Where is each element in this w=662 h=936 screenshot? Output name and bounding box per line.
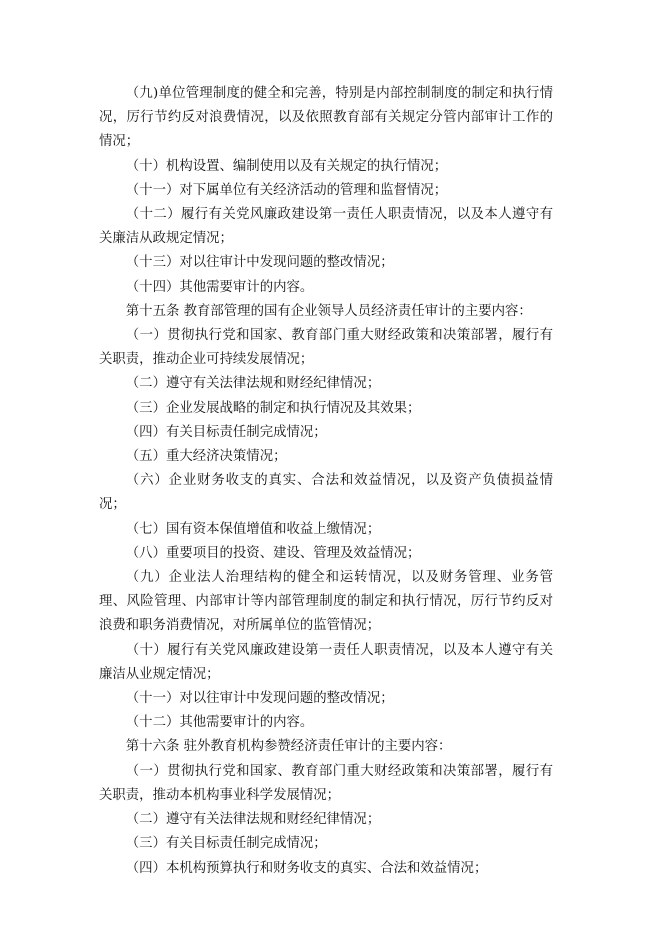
article-15-item-2: （二）遵守有关法律法规和财经纪律情况； [125, 376, 381, 392]
article-16-heading: 第十六条 驻外教育机构参赞经济责任审计的主要内容： [125, 739, 452, 755]
article-15-item-12: （十二）其他需要审计的内容。 [125, 715, 314, 731]
document-body [99, 82, 553, 881]
article-16-item-1: （一）贯彻执行党和国家、教育部门重大财经政策和决策部署，履行有关职责，推动本机构事业科学发展情况； [99, 763, 553, 803]
article-15-item-3: （三）企业发展战略的制定和执行情况及其效果； [125, 400, 421, 416]
article-16-item-3: （三）有关目标责任制完成情况； [125, 836, 327, 852]
paragraph-item-14-other: （十四）其他需要审计的内容。 [125, 279, 314, 295]
paragraph-item-10-organization: （十）机构设置、编制使用以及有关规定的执行情况； [125, 158, 448, 174]
article-15-item-11: （十一）对以往审计中发现问题的整改情况； [125, 691, 394, 707]
article-16-item-2: （二）遵守有关法律法规和财经纪律情况； [125, 812, 381, 828]
article-16-item-4: （四）本机构预算执行和财务收支的真实、合法和效益情况； [125, 860, 488, 876]
paragraph-item-9-internal-management: （九)单位管理制度的健全和完善，特别是内部控制制度的制定和执行情况，厉行节约反对浪费情况，以及依照教育部有关规定分管内部审计工作的情况； [99, 86, 553, 150]
article-15-item-10: （十）履行有关党风廉政建设第一责任人职责情况，以及本人遵守有关廉洁从业规定情况； [99, 642, 553, 682]
article-15-item-4: （四）有关目标责任制完成情况； [125, 424, 327, 440]
article-15-item-5: （五）重大经济决策情况； [125, 449, 287, 465]
article-15-item-1: （一）贯彻执行党和国家、教育部门重大财经政策和决策部署，履行有关职责，推动企业可持续发展情况； [99, 328, 553, 368]
paragraph-item-11-subordinate-units: （十一）对下属单位有关经济活动的管理和监督情况； [125, 182, 448, 198]
article-15-heading: 第十五条 教育部管理的国有企业领导人员经济责任审计的主要内容： [125, 303, 532, 319]
article-15-item-9: （九）企业法人治理结构的健全和运转情况，以及财务管理、业务管理、风险管理、内部审计等内部管理制度的制定和执行情况，厉行节约反对浪费和职务消费情况，对所属单位的监管情况； [99, 570, 553, 634]
paragraph-item-12-integrity: （十二）履行有关党风廉政建设第一责任人职责情况，以及本人遵守有关廉洁从政规定情况； [99, 207, 553, 247]
article-15-item-7: （七）国有资本保值增值和收益上缴情况； [125, 521, 381, 537]
article-15-item-6: （六）企业财务收支的真实、合法和效益情况，以及资产负债损益情况； [99, 473, 553, 513]
paragraph-item-13-rectification: （十三）对以往审计中发现问题的整改情况； [125, 255, 394, 271]
article-15-item-8: （八）重要项目的投资、建设、管理及效益情况； [125, 545, 421, 561]
